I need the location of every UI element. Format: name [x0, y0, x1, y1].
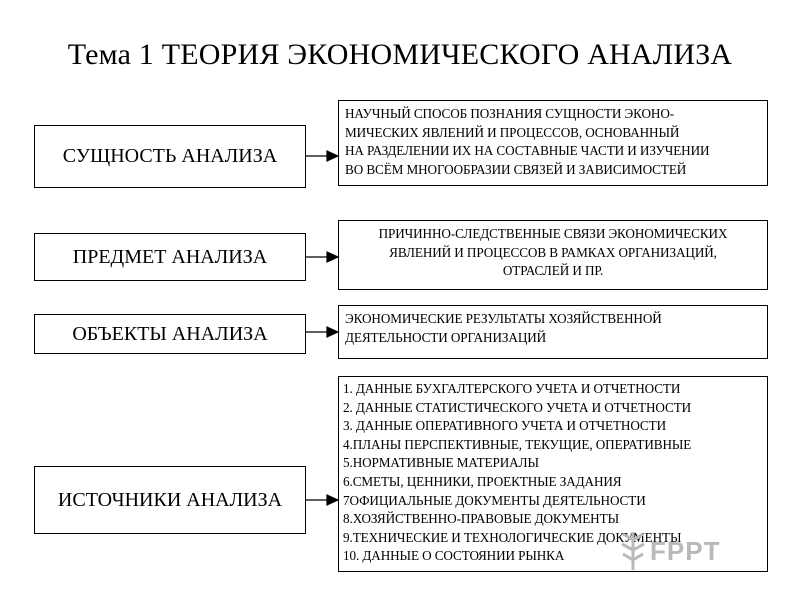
- essence-line: НА РАЗДЕЛЕНИИ ИХ НА СОСТАВНЫЕ ЧАСТИ И ИЗУЧЕНИИ: [345, 143, 710, 158]
- subject-line: ЯВЛЕНИЙ И ПРОЦЕССОВ В РАМКАХ ОРГАНИЗАЦИЙ,: [389, 244, 717, 260]
- sources-list-item: 8.ХОЗЯЙСТВЕННО-ПРАВОВЫЕ ДОКУМЕНТЫ: [343, 511, 619, 527]
- sources-label: ИСТОЧНИКИ АНАЛИЗА: [57, 488, 283, 511]
- essence-line: МИЧЕСКИХ ЯВЛЕНИЙ И ПРОЦЕССОВ, ОСНОВАННЫЙ: [345, 124, 680, 140]
- sources-list-item: 7ОФИЦИАЛЬНЫЕ ДОКУМЕНТЫ ДЕЯТЕЛЬНОСТИ: [343, 492, 646, 508]
- essence-label: СУЩНОСТЬ АНАЛИЗА: [62, 145, 278, 167]
- sources-list-item: 3. ДАННЫЕ ОПЕРАТИВНОГО УЧЕТА И ОТЧЕТНОСТИ: [343, 418, 667, 434]
- sources-list-item: 1. ДАННЫЕ БУХГАЛТЕРСКОГО УЧЕТА И ОТЧЕТНОСТИ: [343, 381, 681, 396]
- slide-title: Тема 1 ТЕОРИЯ ЭКОНОМИЧЕСКОГО АНАЛИЗА: [67, 38, 733, 71]
- sources-list-item: 6.СМЕТЫ, ЦЕННИКИ, ПРОЕКТНЫЕ ЗАДАНИЯ: [343, 473, 622, 489]
- arrowhead-sources-icon: [327, 495, 338, 505]
- sources-list-item: 2. ДАННЫЕ СТАТИСТИЧЕСКОГО УЧЕТА И ОТЧЕТНОСТИ: [343, 399, 692, 415]
- essence-line: ВО ВСЁМ МНОГООБРАЗИИ СВЯЗЕЙ И ЗАВИСИМОСТЕЙ: [345, 161, 687, 177]
- subject-line: ОТРАСЛЕЙ И ПР.: [502, 263, 604, 278]
- sources-list-item: 10. ДАННЫЕ О СОСТОЯНИИ РЫНКА: [343, 548, 565, 564]
- sources-list-item: 5.НОРМАТИВНЫЕ МАТЕРИАЛЫ: [343, 455, 539, 471]
- arrowhead-objects-icon: [327, 327, 338, 337]
- watermark: [618, 528, 768, 572]
- sources-list-item: 9.ТЕХНИЧЕСКИЕ И ТЕХНОЛОГИЧЕСКИЕ ДОКУМЕНТЫ: [343, 529, 682, 545]
- watermark-text: FPPT: [650, 536, 721, 566]
- arrowhead-essence-icon: [327, 151, 338, 161]
- objects-label: ОБЪЕКТЫ АНАЛИЗА: [72, 322, 268, 345]
- subject-line: ПРИЧИННО-СЛЕДСТВЕННЫЕ СВЯЗИ ЭКОНОМИЧЕСКИХ: [378, 226, 728, 241]
- essence-line: НАУЧНЫЙ СПОСОБ ПОЗНАНИЯ СУЩНОСТИ ЭКОНО-: [345, 106, 675, 121]
- arrowhead-subject-icon: [327, 252, 338, 262]
- objects-line: ДЕЯТЕЛЬНОСТИ ОРГАНИЗАЦИЙ: [345, 329, 547, 345]
- watermark-tree-icon: [618, 528, 648, 572]
- sources-list-item: 4.ПЛАНЫ ПЕРСПЕКТИВНЫЕ, ТЕКУЩИЕ, ОПЕРАТИВНЫЕ: [343, 436, 692, 452]
- objects-line: ЭКОНОМИЧЕСКИЕ РЕЗУЛЬТАТЫ ХОЗЯЙСТВЕННОЙ: [345, 311, 662, 326]
- subject-label: ПРЕДМЕТ АНАЛИЗА: [72, 245, 268, 268]
